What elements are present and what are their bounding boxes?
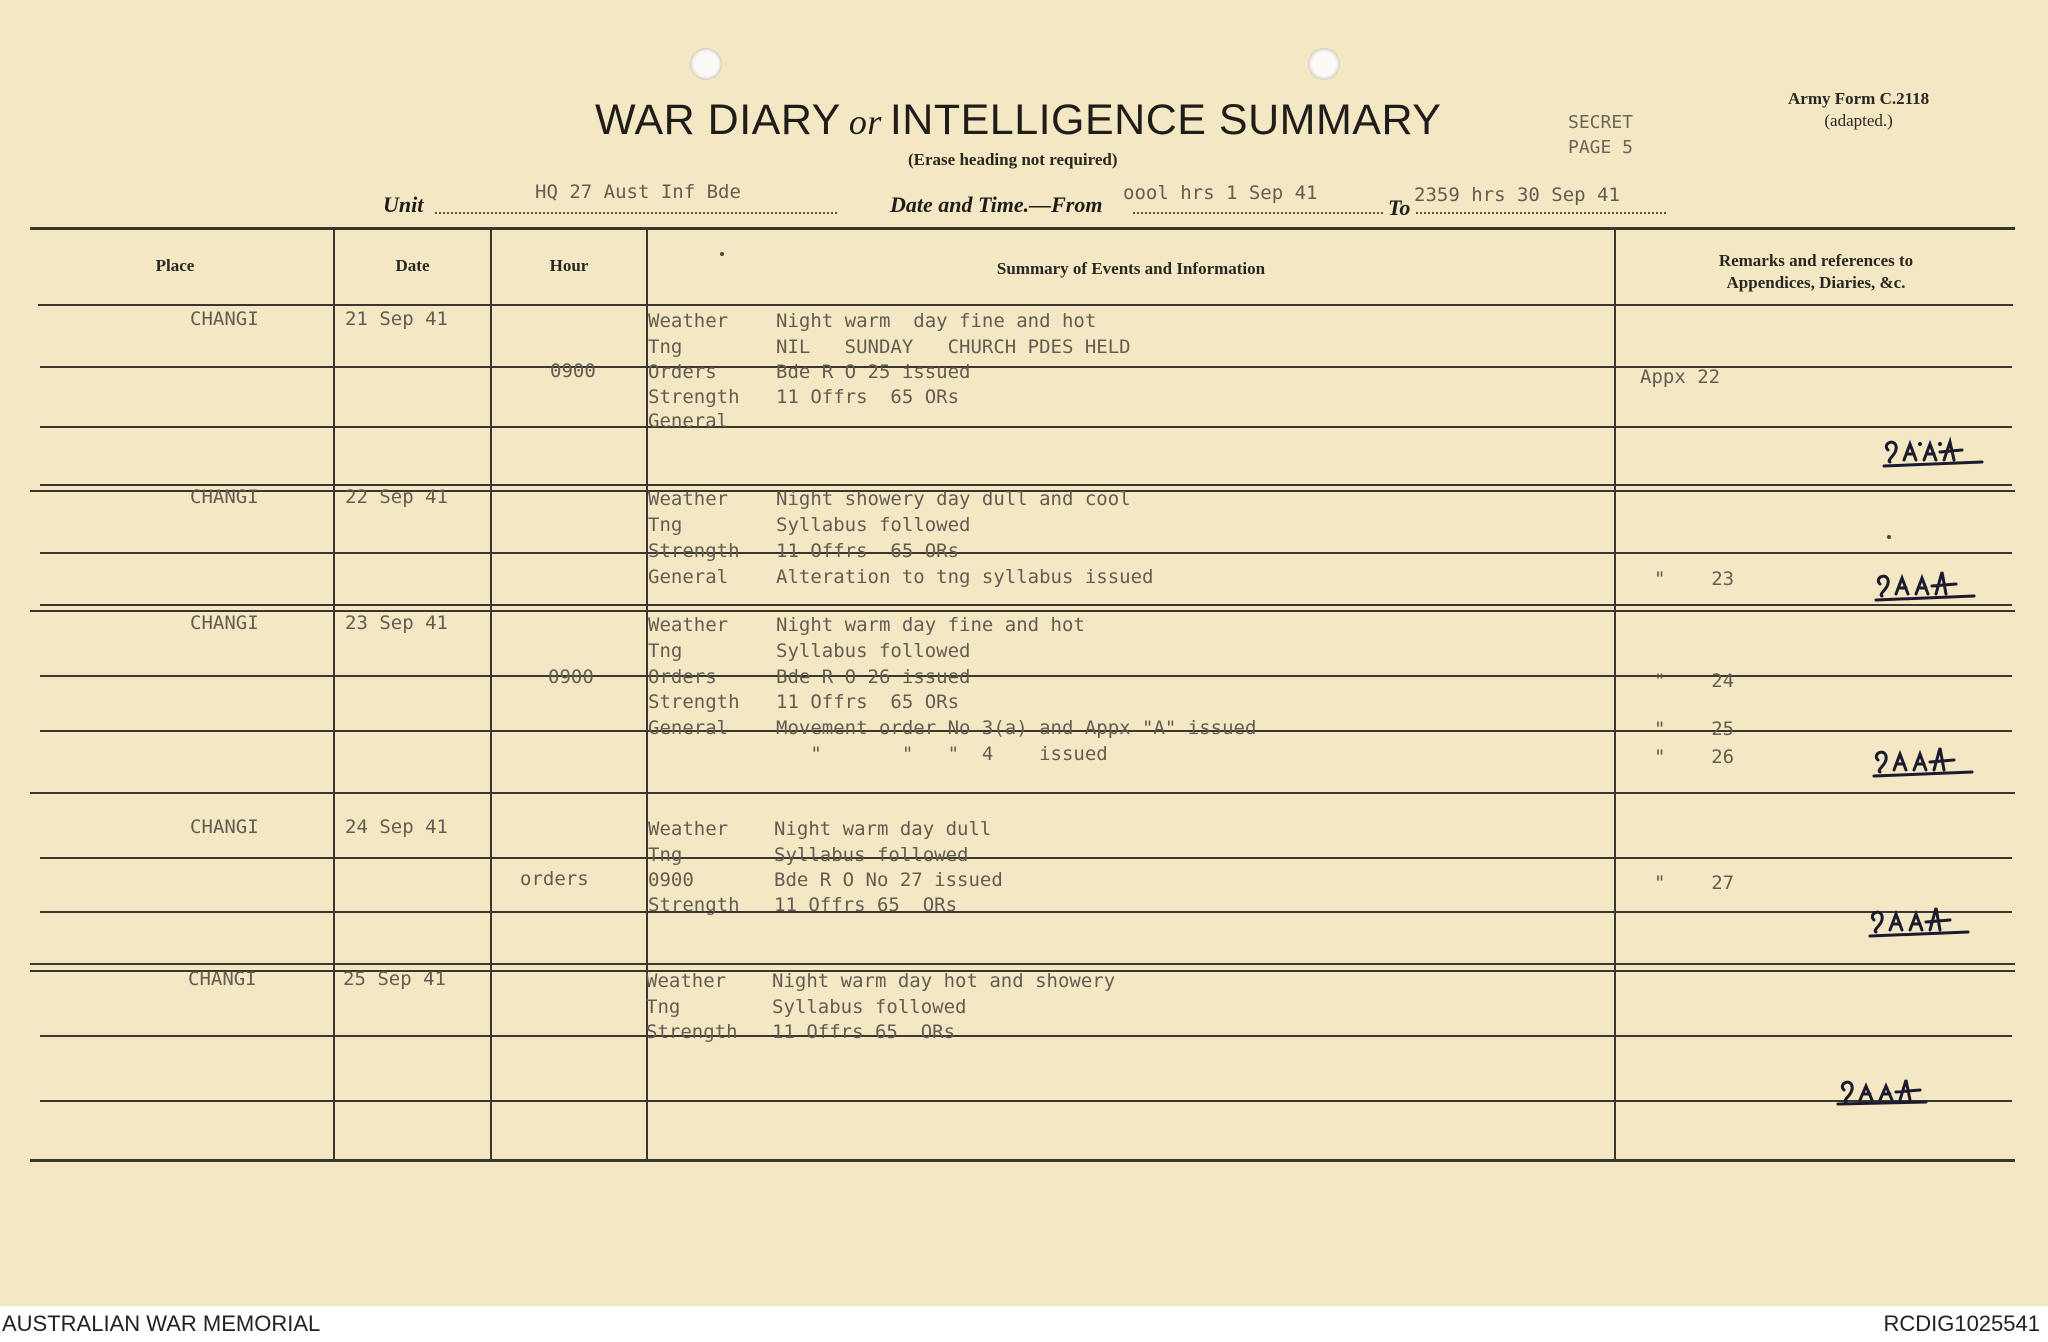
entry-date: 21 Sep 41 <box>345 308 448 330</box>
row-rule <box>40 426 2012 428</box>
entry-category: Strength <box>648 540 740 562</box>
punch-hole-left <box>690 48 722 80</box>
entry-place: CHANGI <box>190 486 259 508</box>
entry-remark: " 25 <box>1654 718 1735 740</box>
army-form-label: Army Form C.2118 <box>1788 89 1930 108</box>
entry-text: Bde R O No 27 issued <box>774 869 1003 891</box>
ink-dot <box>720 252 724 256</box>
col-header-place: Place <box>155 256 195 275</box>
army-form-number <box>1788 88 1929 132</box>
entry-text: 11 Offrs 65 ORs <box>772 1021 956 1043</box>
entry-remark: " 23 <box>1654 568 1735 590</box>
erase-note: (Erase heading not required) <box>908 150 1118 169</box>
entry-place: CHANGI <box>190 816 259 838</box>
col-divider-place <box>333 229 335 1160</box>
entry-category: Tng <box>648 514 683 536</box>
col-divider-summary <box>1614 229 1616 1160</box>
entry-category: General <box>648 410 729 432</box>
security-marking <box>1568 110 1633 160</box>
secret-label: SECRET <box>1568 112 1634 133</box>
entry-category: General <box>648 717 729 739</box>
archive-footer-right: RCDIG1025541 <box>1883 1311 2040 1336</box>
col-header-summary: Summary of Events and Information <box>996 259 1266 278</box>
col-header-hour: Hour <box>549 256 589 275</box>
table-bottom-rule <box>30 1159 2015 1162</box>
entry-text: Movement order No 3(a) and Appx "A" issued <box>776 717 1257 739</box>
entry-date: 22 Sep 41 <box>345 486 448 508</box>
entry-remark: Appx 22 <box>1640 366 1721 388</box>
entry-text: NIL SUNDAY CHURCH PDES HELD <box>776 336 1131 358</box>
unit-label: Unit <box>383 192 424 217</box>
from-value: oool hrs 1 Sep 41 <box>1123 182 1318 204</box>
row-rule <box>40 552 2012 554</box>
entry-category: Orders <box>648 361 717 383</box>
form-title <box>595 96 1441 145</box>
entry-text: Syllabus followed <box>776 514 971 536</box>
signature-initials <box>1870 742 1980 782</box>
entry-remark: " 24 <box>1654 670 1735 692</box>
entry-category: Tng <box>648 336 683 358</box>
entry-place: CHANGI <box>190 308 259 330</box>
form-title-or: or <box>848 102 882 142</box>
entry-category: Strength <box>648 691 740 713</box>
entry-separator-rule <box>30 963 2015 965</box>
entry-category: Weather <box>648 310 729 332</box>
col-divider-date <box>490 229 492 1160</box>
entry-text: 11 Offrs 65 ORs <box>776 540 960 562</box>
entry-text: Syllabus followed <box>772 996 967 1018</box>
entry-date: 24 Sep 41 <box>345 816 448 838</box>
signature-initials <box>1880 432 1990 472</box>
signature-initials <box>1872 566 1982 606</box>
to-value: 2359 hrs 30 Sep 41 <box>1414 184 1620 206</box>
entry-date: 23 Sep 41 <box>345 612 448 634</box>
entry-text: Syllabus followed <box>774 844 969 866</box>
entry-category: 0900 <box>648 869 694 891</box>
entry-remark: " 26 <box>1654 746 1735 768</box>
entry-text: Bde R O 25 issued <box>776 361 971 383</box>
entry-category: Weather <box>646 970 727 992</box>
entry-text: Bde R O 26 issued <box>776 666 971 688</box>
entry-hour: orders <box>520 868 589 890</box>
col-header-date: Date <box>395 256 430 275</box>
entry-hour: 0900 <box>550 360 596 382</box>
entry-category: Tng <box>646 996 681 1018</box>
entry-category: Weather <box>648 818 729 840</box>
archive-footer-left: AUSTRALIAN WAR MEMORIAL <box>2 1311 321 1336</box>
entry-text: 11 Offrs 65 ORs <box>776 691 960 713</box>
entry-category: Strength <box>646 1021 738 1043</box>
form-title-part2: INTELLIGENCE SUMMARY <box>889 96 1442 144</box>
to-label: To <box>1388 195 1411 220</box>
to-dotted-line <box>1416 212 1666 214</box>
entry-text: Night warm day hot and showery <box>772 970 1116 992</box>
unit-value: HQ 27 Aust Inf Bde <box>535 181 741 203</box>
entry-text: 11 Offrs 65 ORs <box>774 894 958 916</box>
entry-category: Tng <box>648 640 683 662</box>
row-rule <box>40 911 2012 913</box>
entry-text: Night warm day fine and hot <box>776 614 1085 636</box>
row-rule <box>40 1035 2012 1037</box>
signature-initials <box>1836 1072 1946 1112</box>
entry-remark: " 27 <box>1654 872 1735 894</box>
entry-category: Weather <box>648 488 729 510</box>
entry-category: Orders <box>648 666 717 688</box>
page-number: PAGE 5 <box>1568 137 1634 158</box>
form-title-part1: WAR DIARY <box>595 96 841 144</box>
entry-place: CHANGI <box>190 612 259 634</box>
army-form-sub: (adapted.) <box>1824 111 1893 130</box>
ink-dot <box>1887 535 1891 539</box>
col-header-remarks-line2: Appendices, Diaries, &c. <box>1726 273 1906 292</box>
entry-hour: 0900 <box>548 666 594 688</box>
entry-text: Night showery day dull and cool <box>776 488 1131 510</box>
entry-category: Strength <box>648 386 740 408</box>
signature-initials <box>1866 902 1976 942</box>
col-header-remarks-line1: Remarks and references to <box>1718 251 1914 270</box>
entry-text: Syllabus followed <box>776 640 971 662</box>
row-rule <box>40 484 2012 486</box>
entry-category: Tng <box>648 844 683 866</box>
row-rule <box>40 1100 2012 1102</box>
entry-text: Night warm day dull <box>774 818 992 840</box>
entry-place: CHANGI <box>188 968 257 990</box>
entry-text: Night warm day fine and hot <box>776 310 1097 332</box>
entry-category: Weather <box>648 614 729 636</box>
entry-date: 25 Sep 41 <box>343 968 446 990</box>
row-rule <box>40 604 2012 606</box>
date-time-label: Date and Time.—From <box>890 192 1103 217</box>
row-rule <box>40 857 2012 859</box>
entry-category: Strength <box>648 894 740 916</box>
col-header-remarks <box>1616 250 2016 294</box>
punch-hole-right <box>1308 48 1340 80</box>
entry-separator-rule <box>30 792 2015 794</box>
entry-text: 11 Offrs 65 ORs <box>776 386 960 408</box>
entry-text: Alteration to tng syllabus issued <box>776 566 1154 588</box>
entry-text: " " " 4 issued <box>776 743 1108 765</box>
table-top-rule <box>30 227 2015 230</box>
entry-category: General <box>648 566 729 588</box>
entry-separator-rule <box>30 610 2015 612</box>
unit-dotted-line <box>435 212 837 214</box>
from-dotted-line <box>1133 212 1383 214</box>
